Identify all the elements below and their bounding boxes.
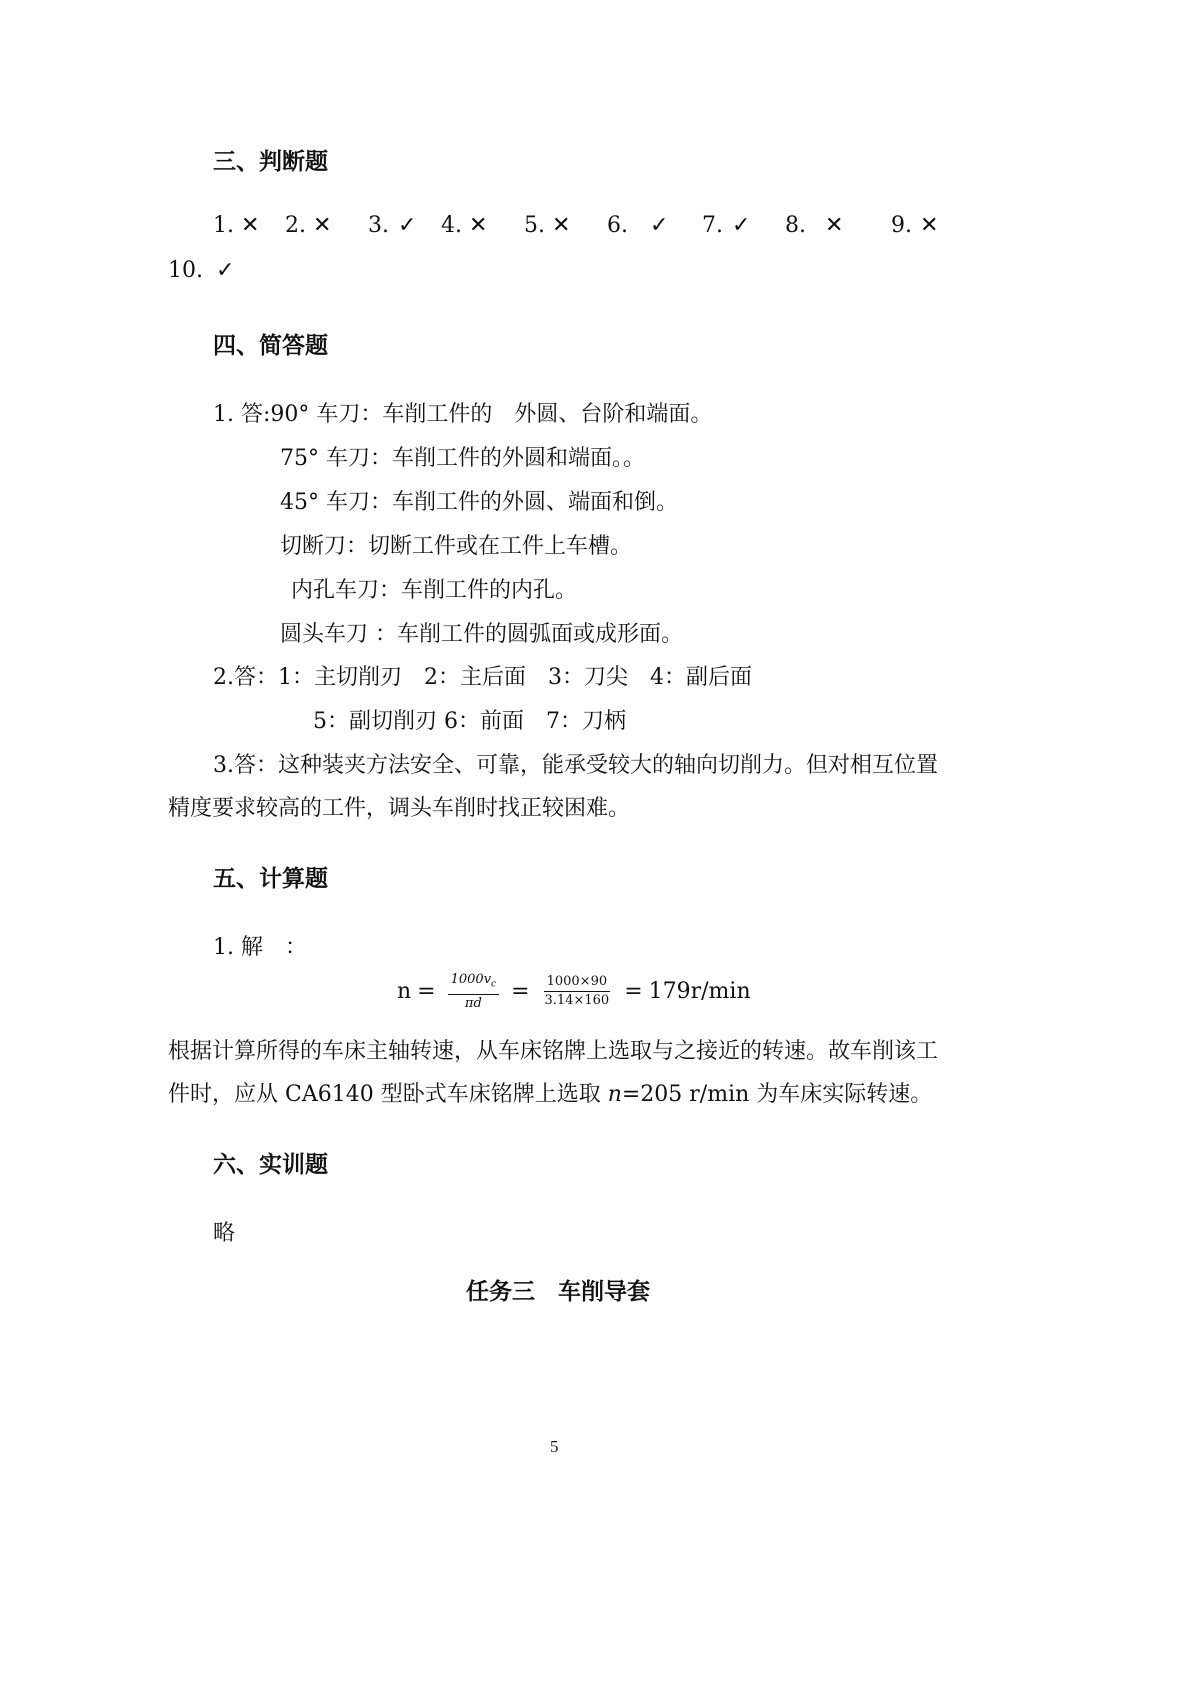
section-heading-short-answer: 四、简答题 [213,333,328,359]
judge-item-5-num: 5. [524,213,545,238]
section-heading-practical: 六、实训题 [213,1152,328,1178]
formula-equals-2: = [511,979,530,1005]
judge-item-4-num: 4. [441,213,462,238]
judge-item-2-mark: ✕ [313,213,332,238]
calculation-paragraph-line-2 [168,1077,932,1108]
judge-item-8-mark: ✕ [825,213,844,238]
judge-item-9-num: 9. [891,213,912,238]
spindle-speed-formula [397,972,751,1012]
practical-content: 略 [213,1221,236,1246]
answer-2-line-1: 2.答：1：主切削刃 2：主后面 3：刀尖 4：副后面 [213,665,752,690]
answer-1-line-2: 75° 车刀：车削工件的外圆和端面。。 [280,446,645,471]
answer-1-line-5: 内孔车刀：车削工件的内孔。 [291,578,578,603]
judge-item-9-mark: ✕ [920,213,939,238]
judge-item-10-num: 10. [168,258,203,283]
judge-item-8-num: 8. [785,213,806,238]
formula-result: 179r/min [648,979,751,1005]
formula-fraction-2 [542,974,613,1009]
paragraph-line-2-part-a: 件时，应从 CA6140 型卧式车床铭牌上选取 [168,1082,608,1107]
judge-item-6-num: 6. [607,213,628,238]
judge-item-1-mark: ✕ [241,213,260,238]
answer-1-line-4: 切断刀：切断工件或在工件上车槽。 [280,534,633,559]
judge-item-7-mark: ✓ [732,213,751,238]
judge-item-2-num: 2. [285,213,306,238]
fraction-1-denominator: πd [464,995,482,1011]
answer-1-line-1: 1. 答:90° 车刀：车削工件的 外圆、台阶和端面。 [213,402,713,427]
judge-item-6-mark: ✓ [650,213,669,238]
paragraph-line-2-part-b: =205 r/min 为车床实际转速。 [621,1082,933,1107]
judge-item-5-mark: ✕ [552,213,571,238]
fraction-1-subscript: c [491,979,497,990]
answer-1-line-3: 45° 车刀：车削工件的外圆、端面和倒。 [280,490,678,515]
formula-equals-1: = [417,979,436,1005]
section-heading-calculation: 五、计算题 [213,866,328,892]
judge-item-4-mark: ✕ [469,213,488,238]
fraction-1-numerator: 1000v [450,972,492,987]
formula-lhs: n [397,979,412,1005]
section-heading-judgement: 三、判断题 [213,149,328,175]
judge-item-7-num: 7. [702,213,723,238]
judge-item-10-mark: ✓ [216,258,235,283]
formula-fraction-1 [448,972,499,1012]
next-task-title: 任务三 车削导套 [466,1279,650,1305]
fraction-2-denominator: 3.14×160 [544,993,610,1009]
fraction-2-numerator: 1000×90 [544,974,611,992]
paragraph-line-2-variable-n: n [607,1082,622,1107]
answer-3-line-1: 3.答：这种装夹方法安全、可靠，能承受较大的轴向切削力。但对相互位置 [213,753,938,778]
judge-item-1-num: 1. [213,213,234,238]
answer-2-line-2: 5：副切削刃 6：前面 7：刀柄 [313,709,626,734]
answer-3-line-2: 精度要求较高的工件，调头车削时找正较困难。 [168,796,631,821]
page-number: 5 [550,1437,559,1456]
formula-equals-3: = [624,979,643,1005]
answer-1-line-6: 圆头车刀 ：车削工件的圆弧面或成形面。 [280,622,683,647]
solution-label: 1. 解 ： [213,935,307,960]
judge-item-3-mark: ✓ [398,213,417,238]
judge-item-3-num: 3. [368,213,389,238]
judgement-answers-row2 [168,258,234,283]
calculation-paragraph-line-1: 根据计算所得的车床主轴转速，从车床铭牌上选取与之接近的转速。故车削该工 [168,1039,939,1064]
